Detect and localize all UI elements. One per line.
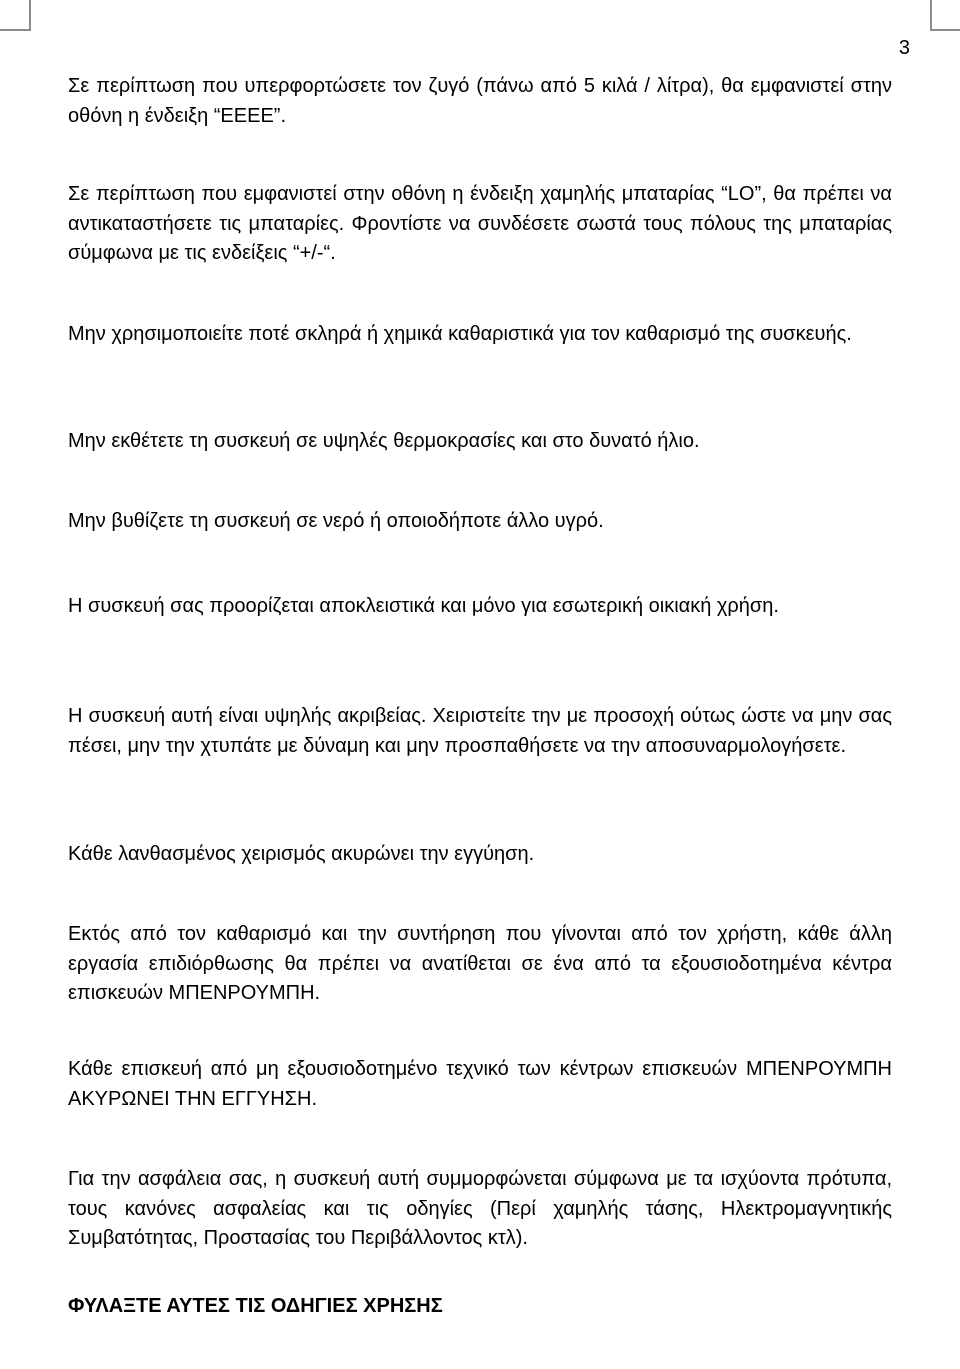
paragraph-overload: Σε περίπτωση που υπερφορτώσετε τον ζυγό (πάνω από 5 κιλά / λίτρα), θα εμφανιστεί στην οθόνη η ένδειξη “ΕΕΕΕ”. — [68, 75, 892, 127]
paragraph-water: Μην βυθίζετε τη συσκευή σε νερό ή οποιοδήποτε άλλο υγρό. — [68, 510, 604, 532]
paragraph-low-battery: Σε περίπτωση που εμφανιστεί στην οθόνη η ένδειξη χαμηλής μπαταρίας “LO”, θα πρέπει να αντικαταστήσετε τις μπαταρίες. Φροντίστε να συνδέσετε σωστά τους πόλους της μπαταρίας σύμφωνα με τις ενδείξεις “+/-“. — [68, 183, 892, 264]
paragraph-misuse: Κάθε λανθασμένος χειρισμός ακυρώνει την εγγύηση. — [68, 843, 535, 865]
crop-mark-top-right-horizontal — [930, 29, 960, 31]
paragraph-compliance: Για την ασφάλεια σας, η συσκευή αυτή συμμορφώνεται σύμφωνα με τα ισχύοντα πρότυπα, τους κανόνες ασφαλείας και τις οδηγίες (Περί χαμηλής τάσης, Ηλεκτρομαγνητικής Συμβατότητας, Προστασίας του Περιβάλλοντος κτλ). — [68, 1168, 892, 1249]
paragraph-precision: Η συσκευή αυτή είναι υψηλής ακριβείας. Χειριστείτε την με προσοχή ούτως ώστε να μην σας πέσει, μην την χτυπάτε με δύναμη και μην προσπαθήσετε να την αποσυναρμολογήσετε. — [68, 705, 892, 757]
paragraph-cleaning: Μην χρησιμοποιείτε ποτέ σκληρά ή χημικά καθαριστικά για τον καθαρισμό της συσκευής. — [68, 323, 852, 345]
crop-mark-top-left-horizontal — [0, 29, 31, 31]
crop-mark-top-right-vertical — [930, 0, 932, 31]
crop-mark-top-left-vertical — [29, 0, 31, 31]
page-number: 3 — [898, 37, 910, 59]
paragraph-indoor: Η συσκευή σας προορίζεται αποκλειστικά και μόνο για εσωτερική οικιακή χρήση. — [68, 595, 779, 617]
paragraph-unauthorized: Κάθε επισκευή από μη εξουσιοδοτημένο τεχνικό των κέντρων επισκευών ΜΠΕΝΡΟΥΜΠΗ ΑΚΥΡΩΝΕΙ ΤΗΝ ΕΓΓΥΗΣΗ. — [68, 1058, 892, 1110]
closing-title: ΦΥΛΑΞΤΕ ΑΥΤΕΣ ΤΙΣ ΟΔΗΓΙΕΣ ΧΡΗΣΗΣ — [68, 1295, 443, 1317]
paragraph-service: Εκτός από τον καθαρισμό και την συντήρηση που γίνονται από τον χρήστη, κάθε άλλη εργασία επιδιόρθωσης θα πρέπει να ανατίθεται σε ένα από τα εξουσιοδοτημένα κέντρα επισκευών ΜΠΕΝΡΟΥΜΠΗ. — [68, 923, 892, 1004]
paragraph-heat: Μην εκθέτετε τη συσκευή σε υψηλές θερμοκρασίες και στο δυνατό ήλιο. — [68, 430, 700, 452]
